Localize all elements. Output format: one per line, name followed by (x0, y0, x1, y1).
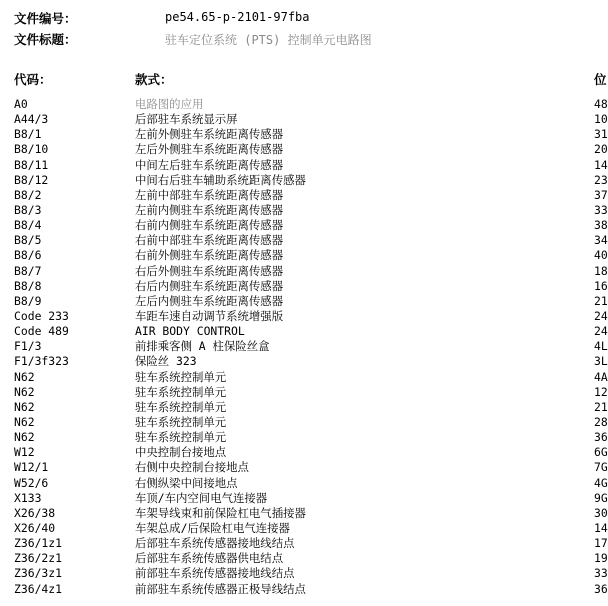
row-description: 驻车系统控制单元 (135, 414, 227, 429)
row-code: W12/1 (14, 460, 49, 475)
row-code: B8/1 (14, 127, 42, 142)
row-code: Code 489 (14, 324, 69, 339)
row-position: 21 (594, 293, 608, 308)
row-position: 30 (594, 505, 608, 520)
row-description: 驻车系统控制单元 (135, 384, 227, 399)
row-position: 12 (594, 384, 608, 399)
row-description: 驻车系统控制单元 (135, 369, 227, 384)
row-code: F1/3f323 (14, 354, 69, 369)
list-item (0, 521, 606, 536)
row-description: 前部驻车系统传感器正极导线结点 (135, 581, 306, 596)
row-description: 保险丝 323 (135, 354, 197, 369)
row-code: B8/9 (14, 293, 42, 308)
row-description: 右前外侧驻车系统距离传感器 (135, 248, 284, 263)
row-position: 28 (594, 414, 608, 429)
row-description: 后部驻车系统传感器接地线结点 (135, 536, 295, 551)
list-item (0, 264, 606, 279)
row-description: 驻车系统控制单元 (135, 399, 227, 414)
doc-title-label: 文件标题： (14, 32, 77, 47)
list-item (0, 430, 606, 445)
row-code: B8/11 (14, 157, 49, 172)
row-description: 左前内侧驻车系统距离传感器 (135, 202, 284, 217)
row-position: 33 (594, 202, 608, 217)
row-position: 16 (594, 278, 608, 293)
row-position: 17 (594, 536, 608, 551)
row-position: 33 (594, 566, 608, 581)
list-item (0, 566, 606, 581)
list-item (0, 188, 606, 203)
row-position: 31 (594, 127, 608, 142)
row-code: N62 (14, 384, 35, 399)
column-header-description: 款式： (135, 72, 173, 87)
row-position: 4A (594, 369, 608, 384)
row-description: 后部驻车系统显示屏 (135, 112, 238, 127)
row-position: 23 (594, 172, 608, 187)
row-code: Z36/1z1 (14, 536, 63, 551)
list-item (0, 354, 606, 369)
list-item (0, 582, 606, 597)
row-position: 36 (594, 581, 608, 596)
row-code: F1/3 (14, 339, 42, 354)
row-position: 3L (594, 354, 608, 369)
row-position: 20 (594, 142, 608, 157)
row-code: Z36/2z1 (14, 551, 63, 566)
row-position: 10 (594, 112, 608, 127)
row-position: 21 (594, 399, 608, 414)
row-description: 车距车速自动调节系统增强版 (135, 308, 284, 323)
row-description: 右侧纵梁中间接地点 (135, 475, 238, 490)
doc-number-label: 文件编号： (14, 11, 77, 26)
row-position: 7G (594, 460, 608, 475)
list-item (0, 279, 606, 294)
row-description: 右后外侧驻车系统距离传感器 (135, 263, 284, 278)
row-code: B8/12 (14, 172, 49, 187)
row-code: A0 (14, 97, 28, 111)
list-item (0, 203, 606, 218)
row-description: 车架导线束和前保险杠电气插接器 (135, 505, 306, 520)
row-position: 38 (594, 218, 608, 233)
row-position: 14 (594, 520, 608, 535)
row-description: 左后内侧驻车系统距离传感器 (135, 293, 284, 308)
row-code: X133 (14, 490, 42, 505)
row-description: 中间左后驻车系统距离传感器 (135, 157, 284, 172)
row-code: B8/4 (14, 218, 42, 233)
row-position: 4G (594, 475, 608, 490)
doc-title-value: 驻车定位系统 (PTS) 控制单元电路图 (165, 33, 372, 47)
list-item (0, 506, 606, 521)
row-position: 14 (594, 157, 608, 172)
list-item (0, 294, 606, 309)
row-position: 19 (594, 551, 608, 566)
list-item (0, 551, 606, 566)
row-description: 车顶/车内空间电气连接器 (135, 490, 268, 505)
list-item (0, 460, 606, 475)
row-code: X26/38 (14, 505, 56, 520)
row-description: 左后外侧驻车系统距离传感器 (135, 142, 284, 157)
row-description: AIR BODY CONTROL (135, 324, 245, 339)
list-item (0, 309, 606, 324)
list-item (0, 248, 606, 263)
row-position: 36 (594, 430, 608, 445)
list-item (0, 142, 606, 157)
row-description: 电路图的应用 (135, 97, 204, 111)
list-item (0, 127, 606, 142)
row-description: 右前中部驻车系统距离传感器 (135, 233, 284, 248)
row-description: 左前中部驻车系统距离传感器 (135, 187, 284, 202)
row-position: 18 (594, 263, 608, 278)
list-item (0, 233, 606, 248)
list-item (0, 445, 606, 460)
row-description: 右侧中央控制台接地点 (135, 460, 249, 475)
list-item (0, 476, 606, 491)
row-code: N62 (14, 430, 35, 445)
list-item (0, 385, 606, 400)
list-item (0, 370, 606, 385)
list-item (0, 218, 606, 233)
row-code: B8/3 (14, 202, 42, 217)
row-code: B8/8 (14, 278, 42, 293)
row-position: 40 (594, 248, 608, 263)
list-item (0, 491, 606, 506)
row-code: N62 (14, 369, 35, 384)
row-position: 34 (594, 233, 608, 248)
row-description: 左前外侧驻车系统距离传感器 (135, 127, 284, 142)
row-code: A44/3 (14, 112, 49, 127)
row-code: B8/10 (14, 142, 49, 157)
list-item (0, 324, 606, 339)
list-item (0, 97, 606, 112)
row-code: B8/5 (14, 233, 42, 248)
row-position: 4L (594, 339, 608, 354)
row-code: W12 (14, 445, 35, 460)
list-item (0, 339, 606, 354)
row-code: B8/6 (14, 248, 42, 263)
row-description: 中央控制台接地点 (135, 445, 227, 460)
doc-number-value: pe54.65-p-2101-97fba (165, 10, 310, 24)
row-code: B8/2 (14, 187, 42, 202)
row-position: 48 (594, 97, 608, 111)
row-position: 24 (594, 324, 608, 339)
row-code: X26/40 (14, 520, 56, 535)
row-code: Z36/4z1 (14, 581, 63, 596)
row-description: 后部驻车系统传感器供电结点 (135, 551, 284, 566)
row-position: 24 (594, 308, 608, 323)
list-item (0, 158, 606, 173)
column-header-code: 代码： (14, 72, 52, 87)
row-code: B8/7 (14, 263, 42, 278)
row-code: N62 (14, 399, 35, 414)
row-code: Code 233 (14, 308, 69, 323)
row-position: 37 (594, 187, 608, 202)
list-item (0, 112, 606, 127)
row-description: 车架总成/后保险杠电气连接器 (135, 520, 290, 535)
row-position: 9G (594, 490, 608, 505)
row-description: 前排乘客侧 A 柱保险丝盒 (135, 339, 270, 354)
list-item (0, 173, 606, 188)
row-description: 右后内侧驻车系统距离传感器 (135, 278, 284, 293)
row-code: Z36/3z1 (14, 566, 63, 581)
list-item (0, 536, 606, 551)
row-description: 中间右后驻车辅助系统距离传感器 (135, 172, 306, 187)
list-item (0, 415, 606, 430)
row-description: 驻车系统控制单元 (135, 430, 227, 445)
list-item (0, 400, 606, 415)
row-description: 右前内侧驻车系统距离传感器 (135, 218, 284, 233)
component-list (0, 97, 606, 597)
column-header-position: 位 (594, 72, 607, 87)
row-description: 前部驻车系统传感器接地线结点 (135, 566, 295, 581)
row-code: W52/6 (14, 475, 49, 490)
row-code: N62 (14, 414, 35, 429)
row-position: 6G (594, 445, 608, 460)
